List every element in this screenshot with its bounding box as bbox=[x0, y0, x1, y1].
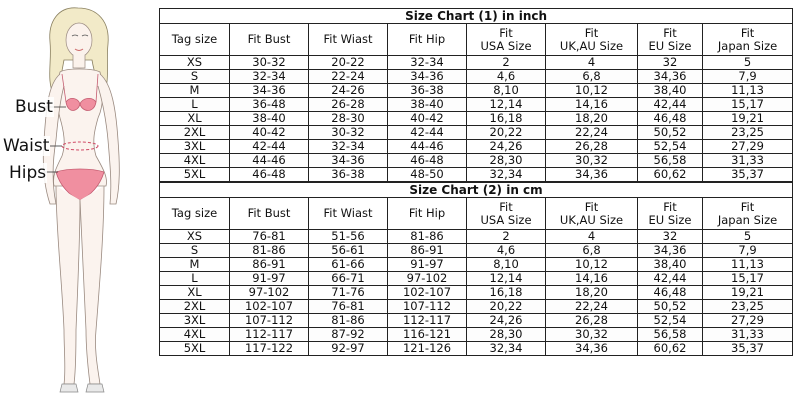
tag-size-cell: 2XL bbox=[160, 126, 230, 140]
measurement-cell: 34,36 bbox=[546, 168, 638, 182]
measurement-cell: 20,22 bbox=[467, 126, 546, 140]
column-header: Fit Hip bbox=[388, 198, 467, 230]
column-header: Fit USA Size bbox=[467, 198, 546, 230]
table-row bbox=[160, 286, 793, 300]
column-header: Fit Japan Size bbox=[703, 198, 793, 230]
measurement-cell: 24-26 bbox=[309, 84, 388, 98]
measurement-cell: 32,34 bbox=[467, 342, 546, 356]
tag-size-cell: 4XL bbox=[160, 328, 230, 342]
table-row bbox=[160, 98, 793, 112]
measurement-cell: 18,20 bbox=[546, 286, 638, 300]
table-row bbox=[160, 272, 793, 286]
measurement-cell: 34-36 bbox=[388, 70, 467, 84]
measurement-cell: 46-48 bbox=[230, 168, 309, 182]
measurement-cell: 51-56 bbox=[309, 230, 388, 244]
measurement-cell: 42,44 bbox=[638, 98, 703, 112]
tag-size-cell: XS bbox=[160, 230, 230, 244]
measurement-cell: 19,21 bbox=[703, 286, 793, 300]
measurement-cell: 38,40 bbox=[638, 84, 703, 98]
measurement-cell: 34-36 bbox=[230, 84, 309, 98]
measurement-cell: 102-107 bbox=[388, 286, 467, 300]
measurement-cell: 10,12 bbox=[546, 258, 638, 272]
table-header-row bbox=[160, 198, 793, 230]
measurement-cell: 50,52 bbox=[638, 300, 703, 314]
measurement-cell: 30-32 bbox=[230, 56, 309, 70]
measurement-cell: 87-92 bbox=[309, 328, 388, 342]
measurement-cell: 10,12 bbox=[546, 84, 638, 98]
body-figure-illustration bbox=[0, 0, 160, 400]
measurement-cell: 86-91 bbox=[230, 258, 309, 272]
measurement-cell: 102-107 bbox=[230, 300, 309, 314]
measurement-cell: 6,8 bbox=[546, 244, 638, 258]
measurement-cell: 76-81 bbox=[309, 300, 388, 314]
measurement-cell: 24,26 bbox=[467, 314, 546, 328]
size-chart-title: Size Chart (2) in cm bbox=[160, 183, 793, 198]
column-header: Fit UK,AU Size bbox=[546, 198, 638, 230]
measurement-cell: 81-86 bbox=[388, 230, 467, 244]
measurement-cell: 8,10 bbox=[467, 84, 546, 98]
measurement-cell: 4,6 bbox=[467, 70, 546, 84]
tag-size-cell: 2XL bbox=[160, 300, 230, 314]
measurement-cell: 112-117 bbox=[388, 314, 467, 328]
measurement-cell: 4,6 bbox=[467, 244, 546, 258]
measurement-cell: 71-76 bbox=[309, 286, 388, 300]
measurement-cell: 40-42 bbox=[230, 126, 309, 140]
table-row bbox=[160, 112, 793, 126]
measurement-cell: 12,14 bbox=[467, 272, 546, 286]
measurement-cell: 16,18 bbox=[467, 286, 546, 300]
measurement-cell: 35,37 bbox=[703, 342, 793, 356]
table-row bbox=[160, 70, 793, 84]
measurement-cell: 22,24 bbox=[546, 126, 638, 140]
measurement-cell: 11,13 bbox=[703, 84, 793, 98]
tag-size-cell: L bbox=[160, 272, 230, 286]
measurement-cell: 52,54 bbox=[638, 314, 703, 328]
measurement-cell: 22,24 bbox=[546, 300, 638, 314]
measurement-cell: 2 bbox=[467, 56, 546, 70]
measurement-cell: 50,52 bbox=[638, 126, 703, 140]
tag-size-cell: XS bbox=[160, 56, 230, 70]
measurement-cell: 8,10 bbox=[467, 258, 546, 272]
measurement-cell: 97-102 bbox=[230, 286, 309, 300]
table-row bbox=[160, 154, 793, 168]
bust-label: Bust bbox=[15, 97, 53, 117]
table-row bbox=[160, 56, 793, 70]
table-row bbox=[160, 84, 793, 98]
column-header: Fit Bust bbox=[230, 24, 309, 56]
measurement-cell: 15,17 bbox=[703, 272, 793, 286]
measurement-cell: 14,16 bbox=[546, 272, 638, 286]
woman-figure-icon bbox=[0, 0, 160, 400]
table-row bbox=[160, 168, 793, 182]
table-row bbox=[160, 230, 793, 244]
column-header: Tag size bbox=[160, 24, 230, 56]
measurement-cell: 34,36 bbox=[638, 244, 703, 258]
measurement-cell: 56,58 bbox=[638, 328, 703, 342]
column-header: Fit EU Size bbox=[638, 24, 703, 56]
measurement-cell: 52,54 bbox=[638, 140, 703, 154]
measurement-cell: 61-66 bbox=[309, 258, 388, 272]
measurement-cell: 19,21 bbox=[703, 112, 793, 126]
measurement-cell: 42-44 bbox=[230, 140, 309, 154]
size-chart-cm-table bbox=[159, 182, 793, 356]
tag-size-cell: L bbox=[160, 98, 230, 112]
table-row bbox=[160, 244, 793, 258]
table-row bbox=[160, 342, 793, 356]
column-header: Fit UK,AU Size bbox=[546, 24, 638, 56]
tag-size-cell: M bbox=[160, 258, 230, 272]
measurement-cell: 32,34 bbox=[467, 168, 546, 182]
measurement-cell: 26,28 bbox=[546, 140, 638, 154]
measurement-cell: 38-40 bbox=[388, 98, 467, 112]
measurement-cell: 30,32 bbox=[546, 154, 638, 168]
measurement-cell: 7,9 bbox=[703, 70, 793, 84]
measurement-cell: 18,20 bbox=[546, 112, 638, 126]
measurement-cell: 5 bbox=[703, 56, 793, 70]
measurement-cell: 66-71 bbox=[309, 272, 388, 286]
measurement-cell: 116-121 bbox=[388, 328, 467, 342]
table-row bbox=[160, 328, 793, 342]
measurement-cell: 38-40 bbox=[230, 112, 309, 126]
measurement-cell: 60,62 bbox=[638, 168, 703, 182]
measurement-cell: 86-91 bbox=[388, 244, 467, 258]
measurement-cell: 48-50 bbox=[388, 168, 467, 182]
measurement-cell: 44-46 bbox=[230, 154, 309, 168]
measurement-cell: 56-61 bbox=[309, 244, 388, 258]
waist-label: Waist bbox=[3, 136, 50, 156]
measurement-cell: 32-34 bbox=[388, 56, 467, 70]
column-header: Tag size bbox=[160, 198, 230, 230]
measurement-cell: 28-30 bbox=[309, 112, 388, 126]
measurement-cell: 31,33 bbox=[703, 328, 793, 342]
tag-size-cell: 4XL bbox=[160, 154, 230, 168]
measurement-cell: 44-46 bbox=[388, 140, 467, 154]
table-row bbox=[160, 126, 793, 140]
measurement-cell: 76-81 bbox=[230, 230, 309, 244]
measurement-cell: 28,30 bbox=[467, 328, 546, 342]
tag-size-cell: 5XL bbox=[160, 168, 230, 182]
measurement-cell: 56,58 bbox=[638, 154, 703, 168]
measurement-cell: 60,62 bbox=[638, 342, 703, 356]
measurement-cell: 26,28 bbox=[546, 314, 638, 328]
measurement-cell: 46,48 bbox=[638, 112, 703, 126]
measurement-cell: 42-44 bbox=[388, 126, 467, 140]
column-header: Fit Japan Size bbox=[703, 24, 793, 56]
measurement-cell: 5 bbox=[703, 230, 793, 244]
measurement-cell: 23,25 bbox=[703, 126, 793, 140]
measurement-cell: 35,37 bbox=[703, 168, 793, 182]
table-header-row bbox=[160, 24, 793, 56]
measurement-cell: 97-102 bbox=[388, 272, 467, 286]
measurement-cell: 36-38 bbox=[388, 84, 467, 98]
column-header: Fit Hip bbox=[388, 24, 467, 56]
measurement-cell: 46-48 bbox=[388, 154, 467, 168]
tag-size-cell: XL bbox=[160, 112, 230, 126]
measurement-cell: 2 bbox=[467, 230, 546, 244]
tag-size-cell: 5XL bbox=[160, 342, 230, 356]
measurement-cell: 7,9 bbox=[703, 244, 793, 258]
column-header: Fit EU Size bbox=[638, 198, 703, 230]
measurement-cell: 34,36 bbox=[546, 342, 638, 356]
column-header: Fit Wiast bbox=[309, 24, 388, 56]
measurement-cell: 6,8 bbox=[546, 70, 638, 84]
measurement-cell: 20,22 bbox=[467, 300, 546, 314]
measurement-cell: 4 bbox=[546, 56, 638, 70]
measurement-cell: 16,18 bbox=[467, 112, 546, 126]
measurement-cell: 31,33 bbox=[703, 154, 793, 168]
measurement-cell: 92-97 bbox=[309, 342, 388, 356]
measurement-cell: 23,25 bbox=[703, 300, 793, 314]
size-chart-inch-table bbox=[159, 8, 793, 182]
tag-size-cell: S bbox=[160, 70, 230, 84]
measurement-cell: 27,29 bbox=[703, 140, 793, 154]
measurement-cell: 36-38 bbox=[309, 168, 388, 182]
measurement-cell: 22-24 bbox=[309, 70, 388, 84]
measurement-cell: 26-28 bbox=[309, 98, 388, 112]
column-header: Fit Bust bbox=[230, 198, 309, 230]
measurement-cell: 81-86 bbox=[230, 244, 309, 258]
measurement-cell: 11,13 bbox=[703, 258, 793, 272]
tag-size-cell: 3XL bbox=[160, 314, 230, 328]
measurement-cell: 32 bbox=[638, 56, 703, 70]
measurement-cell: 91-97 bbox=[388, 258, 467, 272]
measurement-cell: 36-48 bbox=[230, 98, 309, 112]
measurement-cell: 107-112 bbox=[230, 314, 309, 328]
table-row bbox=[160, 300, 793, 314]
measurement-cell: 42,44 bbox=[638, 272, 703, 286]
tag-size-cell: M bbox=[160, 84, 230, 98]
measurement-cell: 81-86 bbox=[309, 314, 388, 328]
size-chart-tables bbox=[159, 8, 792, 356]
measurement-cell: 107-112 bbox=[388, 300, 467, 314]
table-row bbox=[160, 258, 793, 272]
measurement-cell: 20-22 bbox=[309, 56, 388, 70]
tag-size-cell: S bbox=[160, 244, 230, 258]
measurement-cell: 27,29 bbox=[703, 314, 793, 328]
measurement-cell: 38,40 bbox=[638, 258, 703, 272]
measurement-cell: 117-122 bbox=[230, 342, 309, 356]
tag-size-cell: XL bbox=[160, 286, 230, 300]
measurement-cell: 32-34 bbox=[230, 70, 309, 84]
measurement-cell: 112-117 bbox=[230, 328, 309, 342]
measurement-cell: 40-42 bbox=[388, 112, 467, 126]
measurement-cell: 24,26 bbox=[467, 140, 546, 154]
measurement-cell: 34,36 bbox=[638, 70, 703, 84]
measurement-cell: 91-97 bbox=[230, 272, 309, 286]
table-row bbox=[160, 314, 793, 328]
size-chart-title: Size Chart (1) in inch bbox=[160, 9, 793, 24]
measurement-cell: 32-34 bbox=[309, 140, 388, 154]
measurement-cell: 46,48 bbox=[638, 286, 703, 300]
measurement-cell: 32 bbox=[638, 230, 703, 244]
column-header: Fit Wiast bbox=[309, 198, 388, 230]
measurement-cell: 30-32 bbox=[309, 126, 388, 140]
hips-label: Hips bbox=[9, 163, 47, 183]
measurement-cell: 15,17 bbox=[703, 98, 793, 112]
measurement-cell: 121-126 bbox=[388, 342, 467, 356]
measurement-cell: 34-36 bbox=[309, 154, 388, 168]
measurement-cell: 4 bbox=[546, 230, 638, 244]
measurement-cell: 12,14 bbox=[467, 98, 546, 112]
column-header: Fit USA Size bbox=[467, 24, 546, 56]
table-row bbox=[160, 140, 793, 154]
tag-size-cell: 3XL bbox=[160, 140, 230, 154]
measurement-cell: 14,16 bbox=[546, 98, 638, 112]
measurement-cell: 28,30 bbox=[467, 154, 546, 168]
measurement-cell: 30,32 bbox=[546, 328, 638, 342]
